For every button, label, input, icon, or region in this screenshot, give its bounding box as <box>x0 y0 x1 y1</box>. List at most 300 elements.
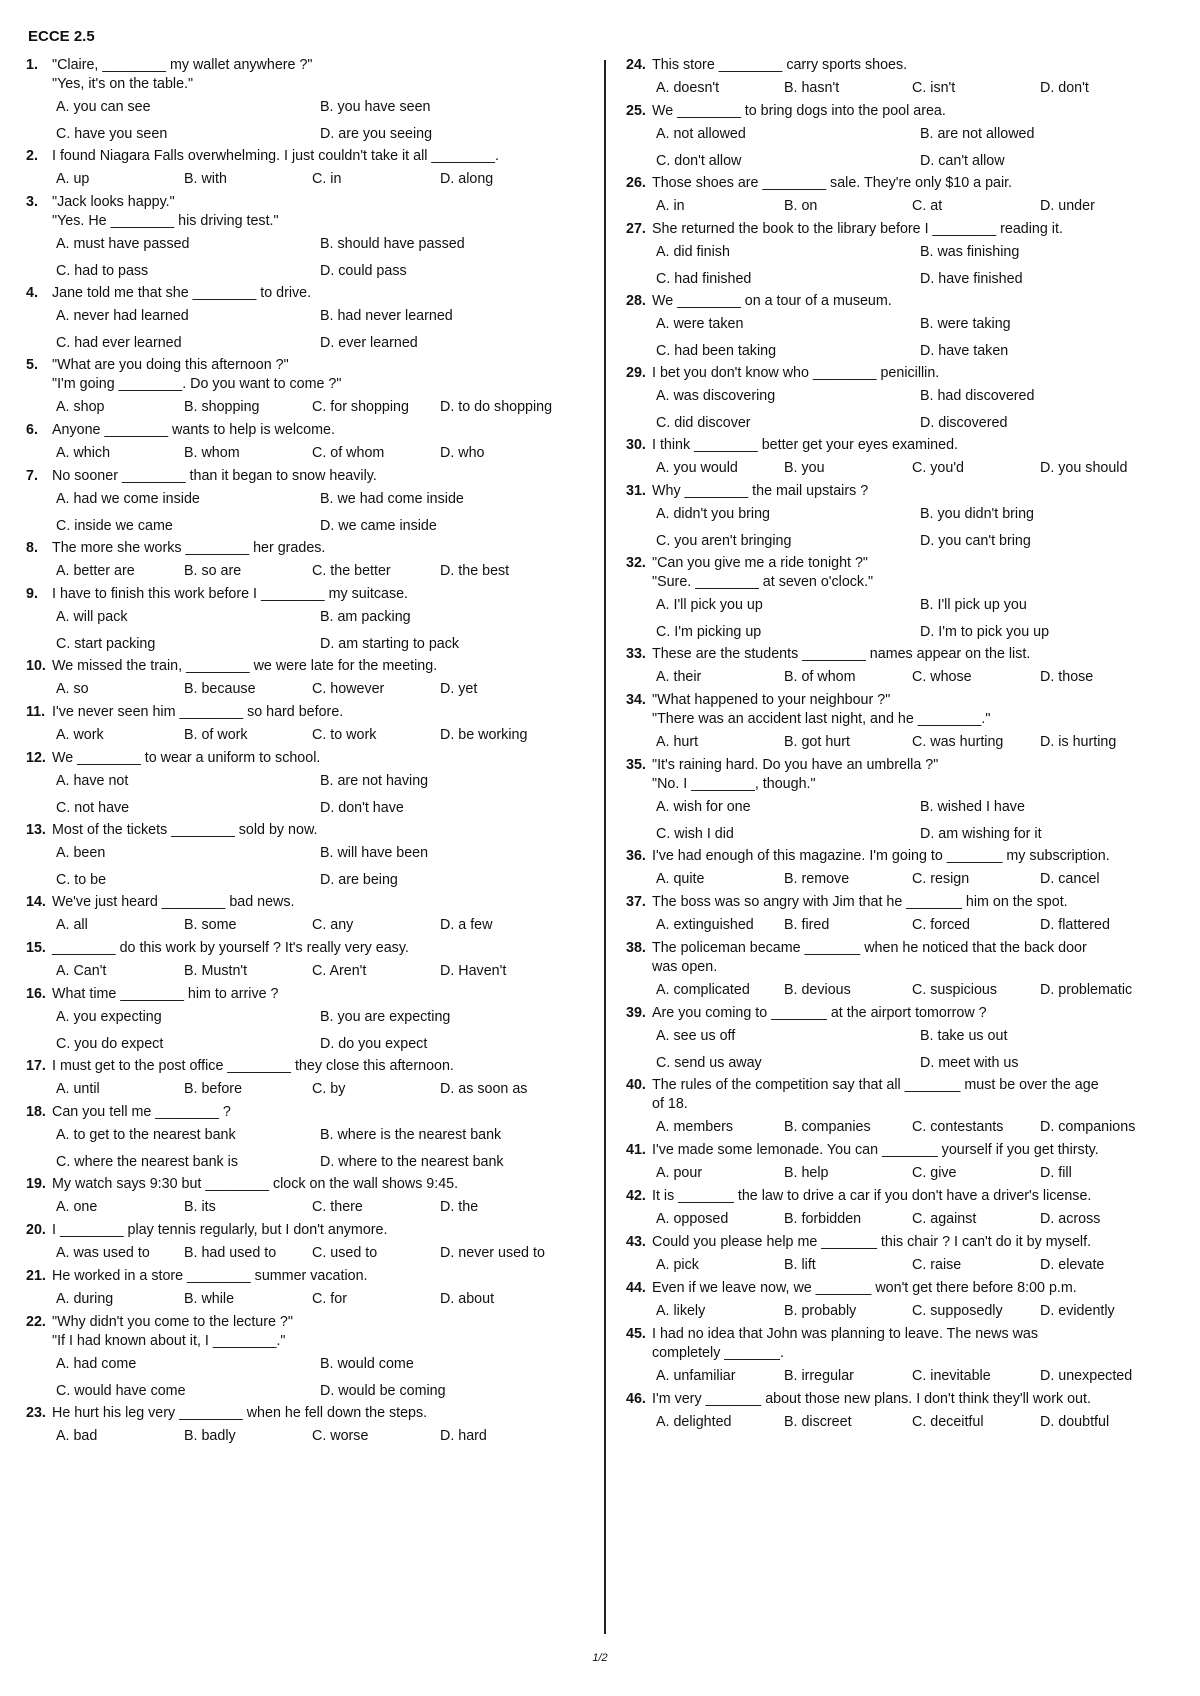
answer-option[interactable]: C. I'm picking up <box>656 623 762 640</box>
question-line: No sooner ________ than it began to snow heavily. <box>52 468 377 484</box>
answer-options <box>626 311 1186 364</box>
question-number: 46. <box>626 1391 646 1407</box>
answer-option[interactable]: C. worse <box>312 1428 369 1444</box>
answer-option[interactable]: C. supposedly <box>912 1303 1003 1319</box>
question-line: I've never seen him ________ so hard before. <box>52 704 344 720</box>
answer-options <box>626 866 1186 893</box>
answer-option[interactable]: A. in <box>656 198 685 214</box>
question-stem <box>626 691 1186 729</box>
answer-option[interactable]: D. you can't bring <box>920 532 1031 549</box>
answer-option[interactable]: D. you should <box>1040 460 1128 476</box>
question-number: 37. <box>626 894 646 910</box>
answer-option[interactable]: B. had discovered <box>920 388 1035 404</box>
answer-option[interactable]: C. whose <box>912 669 972 685</box>
question-line: "There was an accident last night, and he ________." <box>652 711 991 727</box>
answer-option[interactable]: C. at <box>912 198 943 214</box>
question-stem <box>626 554 1186 592</box>
answer-option[interactable]: A. Can't <box>56 963 107 979</box>
question-line: These are the students ________ names appear on the list. <box>652 646 1031 662</box>
answer-option[interactable]: D. have taken <box>920 342 1009 359</box>
answer-option[interactable]: D. problematic <box>1040 982 1133 998</box>
answer-option[interactable]: D. could pass <box>320 262 407 279</box>
answer-option[interactable]: C. give <box>912 1165 957 1181</box>
answer-option[interactable]: B. discreet <box>784 1414 852 1430</box>
answer-option[interactable]: A. their <box>656 669 702 685</box>
answer-option[interactable]: D. discovered <box>920 414 1008 431</box>
answer-option[interactable]: B. remove <box>784 871 850 887</box>
answer-option[interactable]: D. never used to <box>440 1245 545 1261</box>
question <box>26 703 556 749</box>
answer-option[interactable]: D. we came inside <box>320 517 437 534</box>
answer-option[interactable]: B. you <box>784 460 825 476</box>
answer-option[interactable]: D. ever learned <box>320 334 418 351</box>
answer-option[interactable]: A. was used to <box>56 1245 150 1261</box>
question-number: 32. <box>626 555 646 571</box>
answer-option[interactable]: A. not allowed <box>656 126 746 142</box>
answer-option[interactable]: A. quite <box>656 871 705 887</box>
question-number: 2. <box>26 148 38 164</box>
answer-option[interactable]: B. we had come inside <box>320 491 464 507</box>
question-line: The policeman became _______ when he noticed that the back door <box>652 940 1087 956</box>
answer-option[interactable]: D. flattered <box>1040 917 1110 933</box>
answer-option[interactable]: D. I'm to pick you up <box>920 623 1050 640</box>
answer-option[interactable]: B. on <box>784 198 818 214</box>
answer-option[interactable]: A. were taken <box>656 316 744 332</box>
answer-option[interactable]: B. am packing <box>320 609 411 625</box>
answer-option[interactable]: B. devious <box>784 982 851 998</box>
answer-option[interactable]: D. have finished <box>920 270 1023 287</box>
question-text <box>52 749 556 768</box>
answer-option[interactable]: A. didn't you bring <box>656 506 770 522</box>
answer-option[interactable]: A. work <box>56 727 104 743</box>
answer-option[interactable]: B. fired <box>784 917 830 933</box>
question-line: "Can you give me a ride tonight ?" <box>652 555 868 571</box>
answer-option[interactable]: A. likely <box>656 1303 706 1319</box>
question-number: 19. <box>26 1176 46 1192</box>
answer-option[interactable]: D. as soon as <box>440 1081 528 1097</box>
answer-option[interactable]: A. did finish <box>656 244 730 260</box>
answer-option[interactable]: D. about <box>440 1291 495 1307</box>
answer-option[interactable]: A. all <box>56 917 88 933</box>
answer-option[interactable]: B. was finishing <box>920 244 1020 260</box>
question-text <box>652 1390 1186 1409</box>
answer-option[interactable]: B. badly <box>184 1428 236 1444</box>
answer-option[interactable]: B. wished I have <box>920 799 1025 815</box>
answer-option[interactable]: C. isn't <box>912 80 956 96</box>
question <box>26 1103 556 1175</box>
answer-options <box>626 1363 1186 1390</box>
answer-option[interactable]: C. used to <box>312 1245 378 1261</box>
answer-option[interactable]: D. those <box>1040 669 1094 685</box>
question-text <box>652 482 1186 501</box>
question-stem <box>626 1325 1186 1363</box>
question-line: I must get to the post office ________ they close this afternoon. <box>52 1058 454 1074</box>
question-stem <box>26 657 556 676</box>
answer-option[interactable]: C. Aren't <box>312 963 367 979</box>
answer-option[interactable]: A. pour <box>656 1165 703 1181</box>
answer-option[interactable]: D. companions <box>1040 1119 1136 1135</box>
question-line: She returned the book to the library before I ________ reading it. <box>652 221 1063 237</box>
answer-option[interactable]: A. complicated <box>656 982 750 998</box>
question-line: "Jack looks happy." <box>52 194 175 210</box>
answer-option[interactable]: C. you'd <box>912 460 965 476</box>
answer-option[interactable]: B. help <box>784 1165 829 1181</box>
question-stem <box>626 174 1186 193</box>
question-text <box>652 756 1186 794</box>
answer-option[interactable]: C. send us away <box>656 1054 762 1071</box>
answer-option[interactable]: A. you would <box>656 460 738 476</box>
answer-option[interactable]: B. Mustn't <box>184 963 248 979</box>
question-line: Why ________ the mail upstairs ? <box>652 483 869 499</box>
answer-options <box>26 1286 556 1313</box>
answer-option[interactable]: D. unexpected <box>1040 1368 1133 1384</box>
answer-option[interactable]: D. am starting to pack <box>320 635 460 652</box>
question-stem <box>26 703 556 722</box>
question-number: 22. <box>26 1314 46 1330</box>
answer-option[interactable]: A. wish for one <box>656 799 751 815</box>
question-text <box>52 1057 556 1076</box>
answer-option[interactable]: B. had never learned <box>320 308 453 324</box>
question-stem <box>26 1103 556 1122</box>
question-line: We ________ on a tour of a museum. <box>652 293 892 309</box>
question-text <box>652 691 1186 729</box>
answer-option[interactable]: A. never had learned <box>56 308 189 324</box>
question-stem <box>626 1141 1186 1160</box>
answer-option[interactable]: C. have you seen <box>56 125 168 142</box>
answer-option[interactable]: D. would be coming <box>320 1382 446 1399</box>
answer-option[interactable]: D. are being <box>320 871 398 888</box>
answer-options <box>26 558 556 585</box>
answer-option[interactable]: B. whom <box>184 445 240 461</box>
answer-option[interactable]: B. probably <box>784 1303 857 1319</box>
answer-option[interactable]: B. forbidden <box>784 1211 862 1227</box>
answer-option[interactable]: C. not have <box>56 799 130 816</box>
answer-option[interactable]: D. don't have <box>320 799 404 816</box>
question-text <box>652 645 1186 664</box>
question-stem <box>626 220 1186 239</box>
question <box>626 756 1186 847</box>
question <box>626 174 1186 220</box>
answer-option[interactable]: B. its <box>184 1199 216 1215</box>
question-line: I have to finish this work before I ________ my suitcase. <box>52 586 409 602</box>
answer-option[interactable]: C. resign <box>912 871 970 887</box>
answer-option[interactable]: B. should have passed <box>320 236 465 252</box>
answer-option[interactable]: C. where the nearest bank is <box>56 1153 238 1170</box>
answer-option[interactable]: D. cancel <box>1040 871 1100 887</box>
answer-options <box>626 729 1186 756</box>
answer-options <box>26 912 556 939</box>
answer-option[interactable]: B. before <box>184 1081 243 1097</box>
answer-option[interactable]: C. would have come <box>56 1382 186 1399</box>
question-line: Even if we leave now, we _______ won't get there before 8:00 p.m. <box>652 1280 1077 1296</box>
question-line: We ________ to wear a uniform to school. <box>52 750 321 766</box>
answer-option[interactable]: D. is hurting <box>1040 734 1117 750</box>
answer-option[interactable]: C. wish I did <box>656 825 734 842</box>
question-number: 39. <box>626 1005 646 1021</box>
answer-option[interactable]: D. under <box>1040 198 1095 214</box>
question <box>26 821 556 893</box>
answer-option[interactable]: D. along <box>440 171 494 187</box>
question-text <box>52 1404 556 1423</box>
answer-option[interactable]: C. deceitful <box>912 1414 984 1430</box>
question-line: I ________ play tennis regularly, but I don't anymore. <box>52 1222 388 1238</box>
answer-option[interactable]: D. Haven't <box>440 963 507 979</box>
question-stem <box>26 939 556 958</box>
answer-option[interactable]: A. to get to the nearest bank <box>56 1127 236 1143</box>
question-stem <box>626 292 1186 311</box>
question-line: He worked in a store ________ summer vacation. <box>52 1268 368 1284</box>
question-text <box>52 703 556 722</box>
question-line: Anyone ________ wants to help is welcome. <box>52 422 335 438</box>
question <box>626 436 1186 482</box>
question <box>626 1141 1186 1187</box>
answer-option[interactable]: D. don't <box>1040 80 1089 96</box>
answer-option[interactable]: D. be working <box>440 727 528 743</box>
answer-option[interactable]: D. am wishing for it <box>920 825 1042 842</box>
left-column <box>26 56 556 1450</box>
answer-option[interactable]: A. members <box>656 1119 734 1135</box>
answer-option[interactable]: A. have not <box>56 773 129 789</box>
answer-option[interactable]: B. while <box>184 1291 235 1307</box>
question <box>26 585 556 657</box>
question-text <box>52 1221 556 1240</box>
question-line: "Claire, ________ my wallet anywhere ?" <box>52 57 313 73</box>
answer-option[interactable]: D. to do shopping <box>440 399 553 415</box>
answer-option[interactable]: A. which <box>56 445 111 461</box>
question-stem <box>26 1175 556 1194</box>
answer-option[interactable]: B. got hurt <box>784 734 850 750</box>
answer-option[interactable]: C. to be <box>56 871 107 888</box>
answer-option[interactable]: D. yet <box>440 681 478 697</box>
question-number: 23. <box>26 1405 46 1421</box>
question-text <box>652 1141 1186 1160</box>
answer-option[interactable]: B. I'll pick up you <box>920 597 1027 613</box>
answer-option[interactable]: C. did discover <box>656 414 751 431</box>
answer-option[interactable]: A. I'll pick you up <box>656 597 763 613</box>
answer-option[interactable]: D. do you expect <box>320 1035 428 1052</box>
question-line: "What are you doing this afternoon ?" <box>52 357 289 373</box>
answer-option[interactable]: D. a few <box>440 917 493 933</box>
question-line: This store ________ carry sports shoes. <box>652 57 908 73</box>
question <box>626 292 1186 364</box>
answer-option[interactable]: A. was discovering <box>656 388 776 404</box>
column-divider <box>604 60 606 1634</box>
answer-option[interactable]: B. because <box>184 681 256 697</box>
question <box>626 554 1186 645</box>
answer-option[interactable]: A. pick <box>656 1257 699 1273</box>
answer-option[interactable]: C. forced <box>912 917 971 933</box>
question-text <box>652 847 1186 866</box>
answer-option[interactable]: A. during <box>56 1291 114 1307</box>
question-number: 18. <box>26 1104 46 1120</box>
answer-option[interactable]: A. been <box>56 845 106 861</box>
answer-option[interactable]: A. doesn't <box>656 80 720 96</box>
answer-option[interactable]: D. doubtful <box>1040 1414 1110 1430</box>
question-text <box>52 821 556 840</box>
question-text <box>652 174 1186 193</box>
answer-option[interactable]: B. some <box>184 917 237 933</box>
question-line: "Yes, it's on the table." <box>52 76 194 92</box>
answer-option[interactable]: A. you expecting <box>56 1009 162 1025</box>
answer-option[interactable]: B. you didn't bring <box>920 506 1034 522</box>
answer-option[interactable]: C. inside we came <box>56 517 173 534</box>
question-stem <box>26 356 556 394</box>
question-text <box>52 1175 556 1194</box>
answer-option[interactable]: C. had finished <box>656 270 752 287</box>
question-number: 17. <box>26 1058 46 1074</box>
answer-option[interactable]: B. with <box>184 171 227 187</box>
answer-option[interactable]: C. for shopping <box>312 399 409 415</box>
question <box>626 939 1186 1004</box>
answer-option[interactable]: D. the <box>440 1199 479 1215</box>
answer-option[interactable]: D. hard <box>440 1428 487 1444</box>
answer-option[interactable]: C. raise <box>912 1257 962 1273</box>
question-number: 8. <box>26 540 38 556</box>
question-line: The rules of the competition say that all _______ must be over the age <box>652 1077 1099 1093</box>
answer-option[interactable]: C. start packing <box>56 635 156 652</box>
answer-option[interactable]: D. who <box>440 445 485 461</box>
question-line: Could you please help me _______ this chair ? I can't do it by myself. <box>652 1234 1092 1250</box>
answer-option[interactable]: A. opposed <box>656 1211 729 1227</box>
answer-option[interactable]: C. for <box>312 1291 347 1307</box>
answer-options <box>626 75 1186 102</box>
answer-option[interactable]: B. of whom <box>784 669 856 685</box>
question-line: Can you tell me ________ ? <box>52 1104 231 1120</box>
question-text <box>652 292 1186 311</box>
answer-option[interactable]: D. are you seeing <box>320 125 433 142</box>
answer-option[interactable]: D. elevate <box>1040 1257 1105 1273</box>
answer-option[interactable]: A. will pack <box>56 609 128 625</box>
answer-option[interactable]: A. had we come inside <box>56 491 200 507</box>
answer-option[interactable]: C. had to pass <box>56 262 149 279</box>
answer-option[interactable]: A. delighted <box>656 1414 732 1430</box>
answer-option[interactable]: B. lift <box>784 1257 816 1273</box>
question-line: I bet you don't know who ________ penicillin. <box>652 365 940 381</box>
answer-options <box>626 1409 1186 1436</box>
question-text <box>52 539 556 558</box>
question-number: 43. <box>626 1234 646 1250</box>
answer-option[interactable]: C. against <box>912 1211 977 1227</box>
answer-option[interactable]: B. irregular <box>784 1368 854 1384</box>
answer-options <box>26 231 556 284</box>
answer-option[interactable]: A. see us off <box>656 1028 736 1044</box>
question <box>26 1057 556 1103</box>
answer-option[interactable]: C. suspicious <box>912 982 998 998</box>
answer-option[interactable]: A. must have passed <box>56 236 190 252</box>
answer-option[interactable]: B. would come <box>320 1356 414 1372</box>
question <box>26 1404 556 1450</box>
question-line: I'm very _______ about those new plans. I don't think they'll work out. <box>652 1391 1091 1407</box>
question-number: 5. <box>26 357 38 373</box>
answer-options <box>26 676 556 703</box>
answer-option[interactable]: C. was hurting <box>912 734 1004 750</box>
question-line: "Why didn't you come to the lecture ?" <box>52 1314 293 1330</box>
answer-option[interactable]: C. the better <box>312 563 391 579</box>
answer-option[interactable]: B. hasn't <box>784 80 840 96</box>
answer-option[interactable]: A. had come <box>56 1356 137 1372</box>
answer-option[interactable]: B. companies <box>784 1119 871 1135</box>
answer-option[interactable]: C. you aren't bringing <box>656 532 792 549</box>
answer-option[interactable]: A. hurt <box>656 734 699 750</box>
answer-option[interactable]: B. take us out <box>920 1028 1008 1044</box>
answer-option[interactable]: B. are not having <box>320 773 429 789</box>
answer-option[interactable]: A. one <box>56 1199 98 1215</box>
answer-option[interactable]: C. in <box>312 171 342 187</box>
answer-option[interactable]: A. unfamiliar <box>656 1368 736 1384</box>
answer-option[interactable]: A. up <box>56 171 90 187</box>
answer-option[interactable]: C. however <box>312 681 385 697</box>
answer-option[interactable]: C. by <box>312 1081 346 1097</box>
question <box>626 364 1186 436</box>
question-number: 36. <box>626 848 646 864</box>
answer-option[interactable]: D. across <box>1040 1211 1101 1227</box>
answer-option[interactable]: A. extinguished <box>656 917 754 933</box>
question-line: We've just heard ________ bad news. <box>52 894 295 910</box>
answer-option[interactable]: B. of work <box>184 727 248 743</box>
answer-option[interactable]: D. evidently <box>1040 1303 1115 1319</box>
question-stem <box>626 847 1186 866</box>
question-number: 25. <box>626 103 646 119</box>
answer-options <box>626 977 1186 1004</box>
answer-options <box>626 455 1186 482</box>
answer-option[interactable]: A. bad <box>56 1428 98 1444</box>
question-line: We ________ to bring dogs into the pool area. <box>652 103 946 119</box>
answer-option[interactable]: B. shopping <box>184 399 260 415</box>
answer-option[interactable]: C. contestants <box>912 1119 1004 1135</box>
answer-option[interactable]: C. any <box>312 917 354 933</box>
answer-option[interactable]: D. meet with us <box>920 1054 1019 1071</box>
answer-option[interactable]: B. where is the nearest bank <box>320 1127 502 1143</box>
answer-options <box>626 501 1186 554</box>
question <box>26 939 556 985</box>
answer-option[interactable]: B. so are <box>184 563 242 579</box>
answer-option[interactable]: C. you do expect <box>56 1035 164 1052</box>
answer-option[interactable]: C. to work <box>312 727 377 743</box>
answer-option[interactable]: A. until <box>56 1081 100 1097</box>
question-stem <box>626 56 1186 75</box>
answer-option[interactable]: A. you can see <box>56 99 151 115</box>
answer-option[interactable]: C. of whom <box>312 445 385 461</box>
answer-option[interactable]: B. were taking <box>920 316 1011 332</box>
answer-option[interactable]: B. you are expecting <box>320 1009 451 1025</box>
question-number: 35. <box>626 757 646 773</box>
answer-option[interactable]: D. fill <box>1040 1165 1072 1181</box>
answer-option[interactable]: B. will have been <box>320 845 429 861</box>
answer-option[interactable]: B. are not allowed <box>920 126 1035 142</box>
answer-option[interactable]: A. better are <box>56 563 135 579</box>
answer-option[interactable]: B. had used to <box>184 1245 277 1261</box>
question-stem <box>626 1187 1186 1206</box>
answer-option[interactable]: D. can't allow <box>920 152 1005 169</box>
question-text <box>652 893 1186 912</box>
answer-option[interactable]: D. where to the nearest bank <box>320 1153 504 1170</box>
answer-options <box>26 486 556 539</box>
question-number: 7. <box>26 468 38 484</box>
question-text <box>52 657 556 676</box>
answer-option[interactable]: A. so <box>56 681 89 697</box>
answer-option[interactable]: B. you have seen <box>320 99 431 115</box>
question <box>26 1221 556 1267</box>
answer-option[interactable]: C. had been taking <box>656 342 777 359</box>
answer-option[interactable]: C. there <box>312 1199 363 1215</box>
answer-option[interactable]: C. don't allow <box>656 152 742 169</box>
answer-option[interactable]: C. had ever learned <box>56 334 182 351</box>
question <box>26 1267 556 1313</box>
answer-option[interactable]: A. shop <box>56 399 105 415</box>
answer-option[interactable]: D. the best <box>440 563 510 579</box>
answer-option[interactable]: C. inevitable <box>912 1368 991 1384</box>
question-text <box>652 220 1186 239</box>
